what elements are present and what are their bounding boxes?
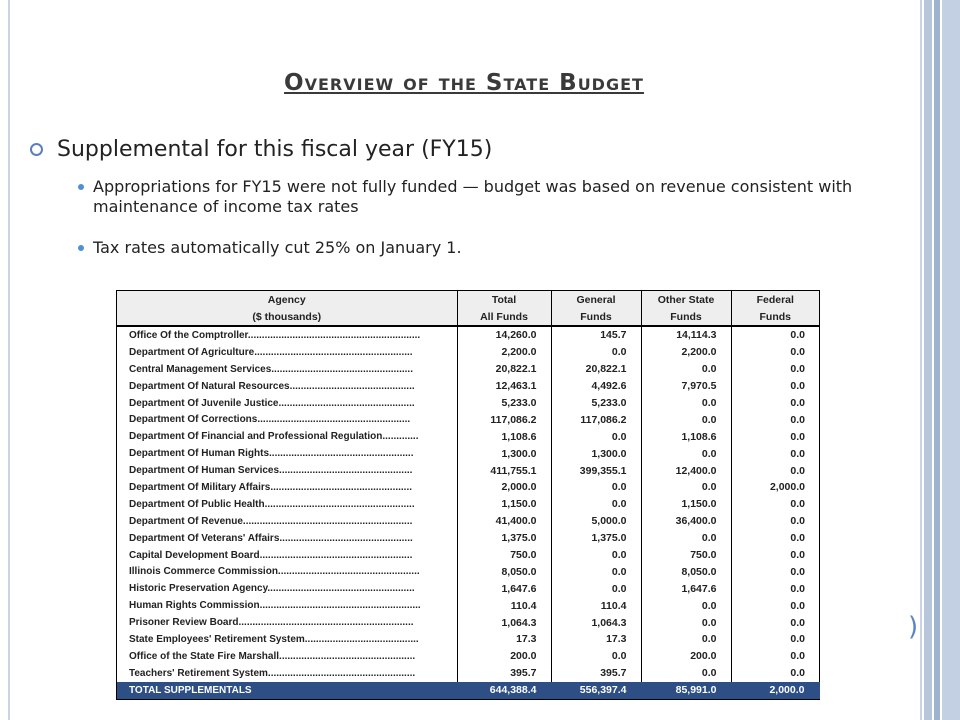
general-cell: 1,300.0 <box>551 445 641 462</box>
total-cell: 17.3 <box>457 631 551 648</box>
total-cell: 200.0 <box>457 648 551 665</box>
general-cell: 20,822.1 <box>551 361 641 378</box>
supplementals-table <box>116 290 820 700</box>
table-row <box>117 326 819 344</box>
table-row <box>117 665 819 682</box>
table-row <box>117 462 819 479</box>
agency-cell: Office Of the Comptroller.............................................................. <box>117 326 457 344</box>
header-general-sub: Funds <box>551 308 641 326</box>
other-cell: 0.0 <box>641 597 731 614</box>
header-federal-sub: Funds <box>731 308 819 326</box>
header-agency: Agency <box>117 291 457 308</box>
table-row <box>117 631 819 648</box>
federal-cell: 0.0 <box>790 447 805 460</box>
general-cell: 0.0 <box>551 580 641 597</box>
agency-cell: Illinois Commerce Commission................................................... <box>117 563 457 580</box>
general-cell: 5,000.0 <box>551 513 641 530</box>
general-cell: 1,375.0 <box>551 530 641 547</box>
federal-cell: 0.0 <box>790 616 805 629</box>
header-total: Total <box>457 291 551 308</box>
total-cell: 411,755.1 <box>457 462 551 479</box>
general-cell: 399,355.1 <box>551 462 641 479</box>
other-cell: 0.0 <box>641 631 731 648</box>
federal-cell: 0.0 <box>790 633 805 646</box>
total-cell: 2,000.0 <box>457 479 551 496</box>
federal-cell: 0.0 <box>790 667 805 680</box>
other-cell: 750.0 <box>641 547 731 564</box>
general-cell: 110.4 <box>551 597 641 614</box>
general-cell: 0.0 <box>551 547 641 564</box>
federal-cell: 0.0 <box>790 464 805 477</box>
federal-cell: 0.0 <box>790 650 805 663</box>
other-cell: 36,400.0 <box>641 513 731 530</box>
agency-cell: Historic Preservation Agency..................................................... <box>117 580 457 597</box>
total-other-funds: 85,991.0 <box>641 682 731 699</box>
agency-cell: State Employees' Retirement System......................................... <box>117 631 457 648</box>
sub-bullet-text: Appropriations for FY15 were not fully funded — budget was based on revenue consistent with maintenance of income tax rates <box>93 177 853 216</box>
federal-cell: 0.0 <box>790 565 805 578</box>
main-bullet-text: Supplemental for this fiscal year (FY15) <box>57 137 493 162</box>
slide-left-border <box>8 0 10 720</box>
agency-cell: Prisoner Review Board............................................................... <box>117 614 457 631</box>
table-row <box>117 395 819 412</box>
sub-bullet-text: Tax rates automatically cut 25% on January 1. <box>93 238 462 257</box>
table-row <box>117 361 819 378</box>
table-row <box>117 411 819 428</box>
federal-cell: 0.0 <box>790 413 805 426</box>
table-row <box>117 547 819 564</box>
table-row <box>117 597 819 614</box>
other-cell: 8,050.0 <box>641 563 731 580</box>
federal-cell: 0.0 <box>790 363 805 376</box>
other-cell: 1,108.6 <box>641 428 731 445</box>
federal-cell: 0.0 <box>790 498 805 511</box>
federal-cell: 0.0 <box>790 515 805 528</box>
total-cell: 1,150.0 <box>457 496 551 513</box>
other-cell: 0.0 <box>641 479 731 496</box>
agency-cell: Department Of Natural Resources............................................. <box>117 378 457 395</box>
other-cell: 1,647.6 <box>641 580 731 597</box>
total-cell: 1,300.0 <box>457 445 551 462</box>
slide-right-border <box>920 0 922 720</box>
agency-cell: Department Of Human Rights.................................................... <box>117 445 457 462</box>
total-cell: 12,463.1 <box>457 378 551 395</box>
total-cell: 5,233.0 <box>457 395 551 412</box>
other-cell: 0.0 <box>641 614 731 631</box>
other-cell: 200.0 <box>641 648 731 665</box>
table-row <box>117 648 819 665</box>
federal-cell: 0.0 <box>790 380 805 393</box>
other-cell: 0.0 <box>641 411 731 428</box>
total-cell: 2,200.0 <box>457 344 551 361</box>
table-row <box>117 563 819 580</box>
general-cell: 1,064.3 <box>551 614 641 631</box>
table-row <box>117 479 819 496</box>
agency-cell: Department Of Revenue............................................................. <box>117 513 457 530</box>
total-cell: 395.7 <box>457 665 551 682</box>
table-row <box>117 445 819 462</box>
header-general: General <box>551 291 641 308</box>
agency-cell: Department Of Veterans' Affairs................................................ <box>117 530 457 547</box>
general-cell: 0.0 <box>551 479 641 496</box>
agency-cell: Department Of Corrections....................................................... <box>117 411 457 428</box>
agency-cell: Department Of Military Affairs................................................... <box>117 479 457 496</box>
agency-cell: Capital Development Board....................................................... <box>117 547 457 564</box>
general-cell: 17.3 <box>551 631 641 648</box>
other-cell: 0.0 <box>641 361 731 378</box>
side-paren-glyph: ) <box>908 612 919 642</box>
main-bullet <box>30 137 492 162</box>
decor-stripe <box>924 0 932 720</box>
table-row <box>117 344 819 361</box>
total-federal-funds: 2,000.0 <box>731 682 819 699</box>
federal-cell: 0.0 <box>790 346 805 359</box>
general-cell: 0.0 <box>551 648 641 665</box>
total-row <box>117 682 819 699</box>
dot-bullet-icon <box>78 184 84 190</box>
other-cell: 0.0 <box>641 530 731 547</box>
decor-stripe <box>942 0 960 720</box>
ring-bullet-icon <box>30 143 43 156</box>
federal-cell: 2,000.0 <box>769 481 805 494</box>
total-label: TOTAL SUPPLEMENTALS <box>117 682 457 699</box>
header-other-sub: Funds <box>641 308 731 326</box>
total-cell: 1,647.6 <box>457 580 551 597</box>
federal-cell: 0.0 <box>790 397 805 409</box>
agency-cell: Teachers' Retirement System..................................................... <box>117 665 457 682</box>
total-cell: 1,375.0 <box>457 530 551 547</box>
other-cell: 2,200.0 <box>641 344 731 361</box>
other-cell: 14,114.3 <box>641 326 731 344</box>
general-cell: 395.7 <box>551 665 641 682</box>
general-cell: 117,086.2 <box>551 411 641 428</box>
total-general-funds: 556,397.4 <box>551 682 641 699</box>
sub-bullet <box>78 177 873 217</box>
table-row <box>117 496 819 513</box>
agency-cell: Central Management Services................................................... <box>117 361 457 378</box>
total-cell: 1,108.6 <box>457 428 551 445</box>
table-row <box>117 378 819 395</box>
federal-cell: 0.0 <box>790 532 805 545</box>
total-cell: 110.4 <box>457 597 551 614</box>
total-cell: 14,260.0 <box>457 326 551 344</box>
federal-cell: 0.0 <box>790 329 805 342</box>
general-cell: 5,233.0 <box>551 395 641 412</box>
agency-cell: Office of the State Fire Marshall................................................. <box>117 648 457 665</box>
general-cell: 0.0 <box>551 428 641 445</box>
sub-bullet <box>78 238 873 258</box>
other-cell: 0.0 <box>641 665 731 682</box>
total-cell: 1,064.3 <box>457 614 551 631</box>
total-cell: 117,086.2 <box>457 411 551 428</box>
federal-cell: 0.0 <box>790 582 805 595</box>
total-cell: 20,822.1 <box>457 361 551 378</box>
total-cell: 8,050.0 <box>457 563 551 580</box>
other-cell: 0.0 <box>641 395 731 412</box>
agency-cell: Human Rights Commission.......................................................... <box>117 597 457 614</box>
table-row <box>117 530 819 547</box>
table-row <box>117 428 819 445</box>
agency-cell: Department Of Financial and Professional Regulation............. <box>117 428 457 445</box>
header-federal: Federal <box>731 291 819 308</box>
header-agency-sub: ($ thousands) <box>117 308 457 326</box>
dot-bullet-icon <box>78 245 84 251</box>
agency-cell: Department Of Human Services................................................ <box>117 462 457 479</box>
federal-cell: 0.0 <box>790 549 805 562</box>
general-cell: 4,492.6 <box>551 378 641 395</box>
agency-cell: Department Of Agriculture......................................................... <box>117 344 457 361</box>
agency-cell: Department Of Juvenile Justice................................................. <box>117 395 457 412</box>
general-cell: 145.7 <box>551 326 641 344</box>
total-all-funds: 644,388.4 <box>457 682 551 699</box>
total-cell: 41,400.0 <box>457 513 551 530</box>
other-cell: 1,150.0 <box>641 496 731 513</box>
agency-cell: Department Of Public Health...................................................... <box>117 496 457 513</box>
slide-title: Overview of the State Budget <box>284 70 644 96</box>
general-cell: 0.0 <box>551 563 641 580</box>
other-cell: 7,970.5 <box>641 378 731 395</box>
total-cell: 750.0 <box>457 547 551 564</box>
federal-cell: 0.0 <box>790 430 805 443</box>
general-cell: 0.0 <box>551 344 641 361</box>
table-row <box>117 580 819 597</box>
general-cell: 0.0 <box>551 496 641 513</box>
table-row <box>117 614 819 631</box>
header-total-sub: All Funds <box>457 308 551 326</box>
table-row <box>117 513 819 530</box>
other-cell: 12,400.0 <box>641 462 731 479</box>
other-cell: 0.0 <box>641 445 731 462</box>
header-other: Other State <box>641 291 731 308</box>
federal-cell: 0.0 <box>790 599 805 612</box>
